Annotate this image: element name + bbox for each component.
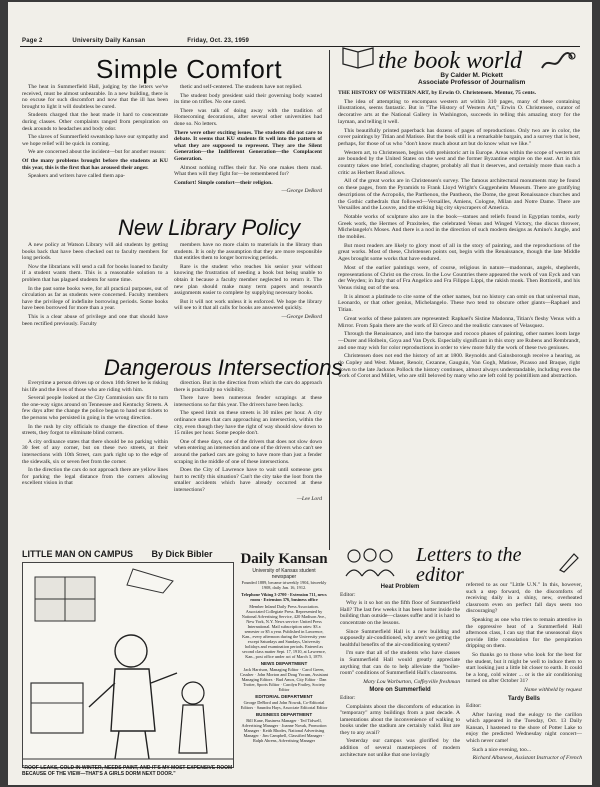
editorial-dept-heading: EDITORIAL DEPARTMENT [255,694,313,699]
paragraph: Rare is the student who reaches his senior year without knowing the frustration of needing a book but being unable to obtain it because a faculty member neglected to return it. The new plan should make many term papers and research assignments easier to complete by supplying necessary books. [174,263,322,297]
byline-title: Associate Professor of Journalism [418,79,526,86]
paragraph: Students charged that the heat made it hard to concentrate during classes. Other complaints ranged from perspiration on desk arounds to headaches and body odor. [22,112,168,132]
letter-signature: Richard Albanese, Assistant Instructor of French [472,755,582,762]
book-world-headline: the book world [378,48,522,74]
paragraph: members have no more claim to materials in the library than students. It is only the assumption that they are more responsible that entitles them to longer borrowing periods. [174,242,322,262]
library-headline: New Library Policy [118,215,301,240]
masthead-phones: Telephone Viking 3-2700 · Extension 711, news room · Extension 376, business office [241,592,327,602]
cartoon-title [22,549,213,559]
paragraph: referred to as our "Little U.N." In this, however, such a step forward, do the discomforts of receiving daily in a shiny, new, overheated classroom even on perfect fall days seem too discouraging? [466,582,582,615]
paragraph: Complaints about the discomforts of education in "temporary" army buildings from a past decade. A lamentations about the inconvenience of walking to books under the stadium are certainly valid. But are they to any avail? [340,703,460,736]
dangerous-col1 [22,380,168,540]
letters-col2 [466,582,582,782]
masthead-body [240,580,328,785]
cartoon-name: LITTLE MAN ON CAMPUS [22,549,133,559]
column-divider [329,50,330,550]
header-rule [20,46,580,47]
paragraph: A new policy at Watson Library will aid students by getting books back that have been checked out to faculty members for long periods. [22,242,168,262]
paper-name: University Daily Kansan [72,38,146,44]
masthead [240,551,328,785]
crowd-icon [342,546,402,578]
paragraph: Such a nice evening, too... [472,746,532,753]
paragraph: This is a clear abuse of privilege and one that should have been rectified previously. Faculty [22,313,168,327]
business-dept-heading: BUSINESS DEPARTMENT [255,712,313,717]
paragraph: There was talk of doing away with the tradition of Homecoming decorations, after several other universities had done so. No letters. [174,107,322,127]
simple-comfort-col2 [174,84,322,212]
paragraph: Does the City of Lawrence have to wait until someone gets hurt to rectify this situation? Can't the city take the loot from the smaller accidents which have already occurred at these intersections? [174,467,322,493]
paragraph: All of the great works are in Christensen's survey. The famous architectural monuments may be found on these pages, from the Pyramids to Frank Lloyd Wright's Guggenheim Museum. There are gratifying descriptions of the Acropolis, the Parthenon, the Pantheon, the Dome, the great Renaissance churches and the Gothic cathedrals that followed—Versailles, Amiens, Cologne, Milan and Notre Dame. There are Versailles and the Louvre, and the striking big city skyscrapers of America. [338,178,580,212]
paragraph: Everytime a person drives up or down 16th Street he is risking his life and the lives of those who are riding with him. [22,380,168,393]
paragraph: There were other exciting issues. The students did not care to debate. It seems that KU students fit well into the pattern of what they are supposed to represent. They are the Silent Generation—the Indifferent Generation—the Complacent Generation. [174,129,322,162]
paragraph: Now the librarians will send a call for books loaned to faculty if a student wants them. This is a reasonable solution to a problem that has plagued students for some time. [22,263,168,283]
paragraph: Editor: [340,694,356,701]
paragraph: Most of the earlier paintings were, of course, religious in nature—madonnas, angels, shepherds, representations of Christ on the cross. In the Low Countries there appeared the work of van Eyck and van der Weyden; in Italy that of Fra Angelico and Fra Filippo Lippi, the rakish monk. Then Botticelli, and his Venus rising out of the sea. [338,264,580,291]
paragraph: But it will not work unless it is enforced. We hope the library will see to it that all calls for books are answered quickly. [174,298,322,312]
library-col1 [22,242,168,348]
editorial-dept-staff: George DeBord and John Nowak, Co-Editorial Editors · Saundra Hays, Associate Editorial Editor [240,700,328,710]
paragraph: So thanks go to those who look for the best for the student, but it might be well to induce them to start looking just a little bit closer to earth. It could be a long, cold winter ... or is the air conditioning turned on after October 31? [466,651,582,685]
paragraph: Through the Renaissance, and into the baroque and rococo phases of painting, other names loom large—Durer and Holbein, Goya and Van Dyck. Especially significant in this story are Rubens and Rembrandt, and one may wish for color reproductions in order to view more fully the work of these two geniuses. [338,331,580,351]
paragraph: Christensen does not end the history of art at 1800. Reynolds and Gainsborough receive a hearing, as do Copley and West. Manet, Renoir, Cezanne, Gauguin, Van Gogh, Matisse, Picasso and Braque, right down to the late Jackson Pollock the history continues, almost always understandable, including even the work of Corot and Millet, who are still beloved by many who are left cold by pointillism and abstraction. [338,353,580,380]
dangerous-headline: Dangerous Intersections [104,355,343,380]
masthead-founded: Founded 1889, became triweekly 1904, biweekly 1908, daily Jan. 16, 1912. [241,580,327,590]
book-review-body [338,90,580,538]
masthead-subtitle: University of Kansas student newspaper [252,568,316,580]
paragraph: Editor: [340,591,356,598]
library-col2 [174,242,322,348]
letter-signature: Mary Lou Warburton, Coffeyville freshman [363,678,460,685]
paragraph: Speaking as one who tries to remain attentive in the oppressive heat of a Summerfield Hall afternoon class, I can say that the unseasonal days provide little consolation for the perspiration dripping on them. [466,616,582,650]
paragraph: Speakers and writers have called them apa- [28,173,125,180]
paragraph: Why is it so hot on the fifth floor of Summerfield Hall? The last few weeks it has been hotter inside the building than outside—classes suffer and it is hard to concentrate on the lessons. [340,600,460,626]
paragraph: The heat in Summerfield Hall, judging by the letters we've received, must be almost unbearable. In a new building, there is no excuse for such discomfort and now that the ill has been brought to light it will doubtless be cured. [22,84,168,110]
paragraph: THE HISTORY OF WESTERN ART, by Erwin O. Christensen. Mentor, 75 cents. [338,90,537,96]
paragraph: A city ordinance states that there should be no parking within 30 feet of any corner, but on these two streets, at their intersections with 10th Street, cars park right up to the edge of the sidewalk, six or seven feet from the corner. [22,438,168,465]
letter-title-heat: Heat Problem [380,584,420,590]
byline-signature: —George DeBord [281,313,322,320]
masthead-title: Daily Kansan [240,551,328,567]
simple-comfort-col1 [22,84,168,206]
cartoon-panel [22,562,234,768]
paragraph: This beautifully printed paperback has dozens of pages of reproductions. Only two are in color, the cover paintings by Titian and Matisse. But the book still is a remarkable bargain, and a survey that is best, perhaps, for those of us who "don't know much about art but do know what we like." [338,127,580,147]
paragraph: After having read the eulogy to the carillon which appeared in the Tuesday, Oct. 13 Daily Kansan, I hastened to the shore of Potter Lake to enjoy the predicted Wednesday night concert—which never came! [466,711,582,745]
paragraph: Yesterday our campus was glorified by the addition of several masterpieces of modern architecture not unlike that one lovingly [340,738,460,758]
paragraph: The idea of attempting to encompass western art within 310 pages, many of these containing illustrations, seems fantastic. But in "The History of Western Art," Erwin O. Christensen, curator of decorative arts at the National Gallery in Washington, succeeds in telling this amazing story for the layman, and telling it well. [338,98,580,125]
business-dept-staff: Bill Kane, Business Manager · Ted Tidwell, Advertising Manager · Joanne Novak, Promotion Manager · Keith Rhodes, National Advertising Manager · Jim Campbell, Classified Manager · Ralph Ahrens, Advertising Manager [241,718,327,743]
paragraph: It is almost a platitude to cite some of the other names, but no history can omit on that universal man, Leonardo, or that other genius, Michelangelo. These two tend to obscure other giants—Raphael and Titian. [338,293,580,314]
paragraph: Notable works of sculpture also are in the book—statues and reliefs found in Egyptian tombs, early Greek work, the Hermes of Praxiteles, the celebrated Venus and Winged Victory, the discus thrower, Michelangelo's Moses. And there is a nod in the direction of such modern designs as Amino's Jungle, and the mobiles. [338,213,580,241]
news-dept-heading: NEWS DEPARTMENT [260,661,308,666]
paragraph: The speed limit on these streets is 30 miles per hour. A city ordinance states that cars approaching an intersection, within the city, even though they have the right of way should slow down to 15 miles per hour. Some people don't. [174,410,322,437]
cartoon-drawing [23,563,233,767]
letter-signature: Name withheld by request [523,686,582,693]
worm-icon [538,46,578,74]
paragraph: I'm sure that all of the students who have classes in Summerfield Hall would greatly appreciate anything that can do to help alleviate the "boiler-room" conditions of Summerfield Hall's classrooms. [340,650,460,677]
letters-col1 [340,582,460,782]
paragraph: We are concerned about the incident—but for another reason: [28,149,166,156]
letters-headline: Letters to the editor [416,544,522,586]
paragraph: Almost nothing ruffles their fur. No one makes them mad. What then will they fight for—be remembered for? [174,164,322,178]
paragraph: Of the many problems brought before the students at KU this year, this is the first that has aroused their anger. [22,157,168,171]
byline-signature: —George DeBord [281,188,322,195]
cartoon-artist: By Dick Bibler [151,549,213,559]
paragraph: One of these days, one of the drivers that does not slow down when entering an intersection and one of the drivers who can't see around the parked cars are going to have more than just a fender scraping in the middle of one of these intersections. [174,438,322,465]
paragraph: Editor: [466,703,482,710]
pen-icon [556,548,582,574]
book-byline [418,72,525,86]
byline-name: By Calder M. Pickett [440,72,503,79]
byline-signature: —Lee Lord [296,495,322,502]
paragraph: thetic and self-centered. The students have not replied. [180,84,303,90]
letter-title-summerfield: More on Summerfield [369,687,431,694]
book-icon [340,44,376,70]
dangerous-col2 [174,380,322,540]
page-header [22,38,332,44]
news-dept-staff: Jack Harrison, Managing Editor · Carol Green, Crusher · John Morton and Doug Yocum, Assistant Managing Editors · Bud Amos, City Editor · Dan Trotter, Sports Editor · Carolyn Frailey, Society Editor [240,667,328,692]
issue-date: Friday, Oct. 23, 1959 [187,38,250,44]
paragraph: direction. But in the direction from which the cars do approach there is practically no visibility. [174,380,322,393]
simple-comfort-headline: Simple Comfort [96,54,283,84]
paragraph: Comfort! Simple comfort—their religion. [174,179,273,186]
paragraph: In the direction the cars do not approach there are yellow lines for parking the legal distance from the corners allowing excellent vision in that [22,467,168,487]
paragraph: In the past some books were, for all practical purposes, out of circulation as far as students were concerned. Faculty members have the privilege of indefinite borrowing periods. Some books have been borrowed for more than a year. [22,285,168,312]
paragraph: The student body president said their governing body wasted its time on trifles. No one cared. [174,92,322,106]
paragraph: The slaves of Summerfield sweatshop have our sympathy and we hope relief will be quick in coming. [22,134,168,147]
paragraph: Several people looked at the City Commission saw fit to turn the one-way signs around on Tennessee and Kentucky Streets. A few days after the change the police began to hand out tickets to the persons who persisted in going in the wrong direction. [22,395,168,421]
paragraph: There have been numerous fender scrapings at these intersections so far this year. The drivers have been lucky. [174,395,322,408]
paragraph: Since Summerfield Hall is a new building and supposedly air-conditioned, why aren't we getting the healthful benefits of the air-conditioning system? [340,628,460,648]
paragraph: Western art, to Christensen, begins with prehistoric art in Europe. Areas within the scope of western art are bounded by the United States on the west and the former Byzantine empire on the east. Art in this country takes one brief, concluding chapter, probably all that it deserves, and certainly more than such a critic as Herbert Read allows. [338,149,580,176]
page-number: Page 2 [22,38,43,44]
paragraph: Great works of these painters are represented: Raphael's Sistine Madonna, Titian's fleshy Venus with a Mirror. From Spain there are the work of El Greco and the realistic canvases of Velasquez. [338,315,580,329]
masthead-member: Member Inland Daily Press Association. Associated Collegiate Press. Represented by National Advertising Service, 420 Madison Ave., New York, N.Y. News service: United Press International. Mail subscription rates: $3 a semester or $5 a year. Published in Lawrence, Kan., every afternoon during the University year except Saturdays and Sundays, University holidays and examination periods. Entered as second class matter Sept. 17, 1910, at Lawrence, Kan., post office under act of March 3, 1879. [241,604,327,659]
paragraph: But most readers are likely to glory most of all in the story of painting, and the reproductions of the great works. Most of these, Christensen points out, begin with the Renaissance, though the late Middle Ages brought some works that have endured. [338,242,580,263]
cartoon-caption: "ROOF LEAKS, COLD IN WINTER, NEEDS PAINT, AND IT'S MY MOST EXPENSIVE ROOM BECAUSE OF THE VIEW—THAT'S A GIRLS DORM NEXT DOOR." [22,765,233,777]
letter-title-tardy: Tardy Bells [508,695,540,702]
newspaper-page [8,2,592,785]
paragraph: In the rush by city officials to change the direction of these streets, they forgot to eliminate blind corners. [22,423,168,437]
